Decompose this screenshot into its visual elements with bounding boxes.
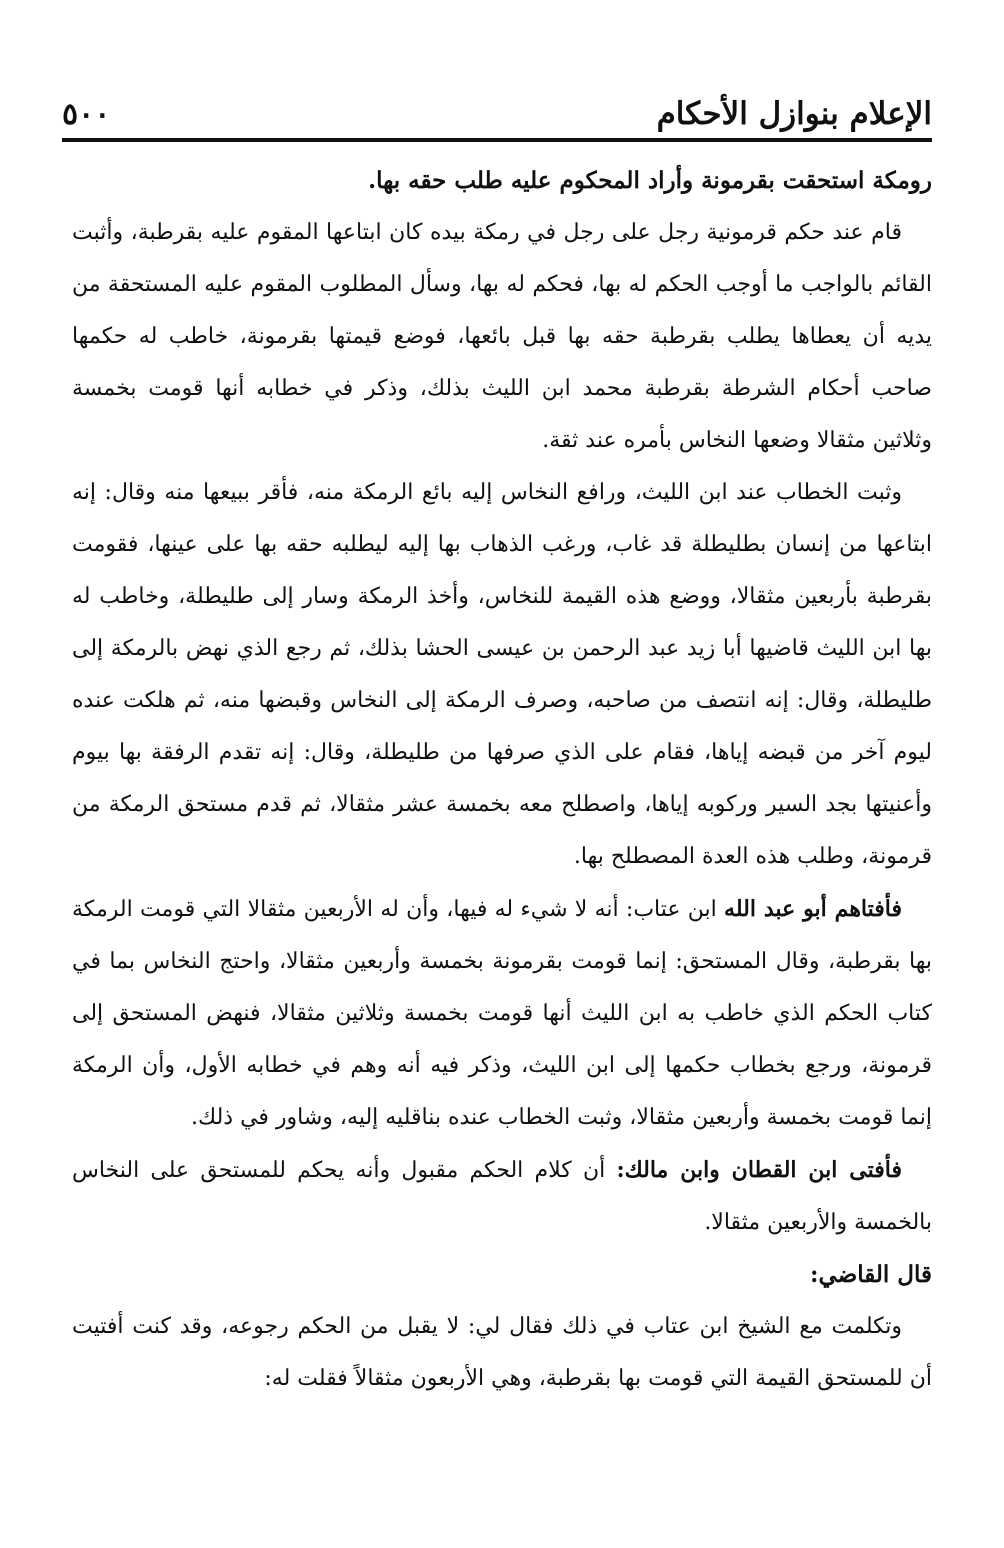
qadi-heading: قال القاضي: — [810, 1261, 932, 1288]
running-title: الإعلام بنوازل الأحكام — [656, 96, 932, 132]
header-rule — [62, 138, 932, 142]
paragraph-3-lead: فأفتاهم أبو عبد الله — [724, 896, 902, 922]
paragraph-3-text: ابن عتاب: أنه لا شيء له فيها، وأن له الأربعين مثقالا التي قومت الرمكة بها بقرطبة، وقال المستحق: إنما قومت بقرمونة بخمسة وأربعين مثقالا، واحتج النخاس بما في كتاب الحكم الذي خاطب به ابن الليث أنها قومت بخمسة وثلاثين مثقالا، فنهض المستحق إلى قرمونة، ورجع بخطاب حكمها إلى ابن الليث، وذكر فيه أنه وهم في خطابه الأول، وأن الرمكة إنما قومت بخمسة وأربعين مثقالا، وثبت الخطاب عنده بناقليه إليه، وشاور في ذلك. — [72, 897, 932, 1130]
paragraph-2: وثبت الخطاب عند ابن الليث، ورافع النخاس إليه بائع الرمكة منه، فأقر ببيعها منه وقال: إنه ابتاعها من إنسان بطليطلة قد غاب، ورغب الذهاب بها إليه ليطلبه حقه بها على عينها، فقومت بقرطبة بأربعين مثقالا، ووضع هذه القيمة للنخاس، وأخذ الرمكة وسار إلى طليطلة، وخاطب له بها ابن الليث قاضيها أبا زيد عبد الرحمن بن عيسى الحشا بذلك، ثم رجع الذي نهض بالرمكة إلى طليطلة، وقال: إنه انتصف من صاحبه، وصرف الرمكة إلى النخاس وقبضها منه، ثم هلكت عنده ليوم آخر من قبضه إياها، فقام على الذي صرفها من طليطلة، وقال: إنه تقدم الرفقة بها بيوم وأعنيتها بجد السير وركوبه إياها، واصطلح معه بخمسة عشر مثقالا، ثم قدم مستحق الرمكة من قرمونة، وطلب هذه العدة المصطلح بها. — [72, 480, 932, 869]
running-header — [62, 78, 932, 130]
page-number: ٥٠٠ — [62, 97, 111, 132]
paragraph-3 — [72, 883, 932, 1144]
paragraph-5: وتكلمت مع الشيخ ابن عتاب في ذلك فقال لي: لا يقبل من الحكم رجوعه، وقد كنت أفتيت أن للمستحق القيمة التي قومت بها بقرطبة، وهي الأربعون مثقالاً فقلت له: — [72, 1314, 932, 1391]
page-body — [72, 155, 932, 1405]
paragraph-4 — [72, 1144, 932, 1249]
paragraph-4-lead: فأفتى ابن القطان وابن مالك: — [616, 1157, 903, 1183]
paragraph-1: قام عند حكم قرمونية رجل على رجل في رمكة بيده كان ابتاعها المقوم عليه بقرطبة، وأثبت القائم بالواجب ما أوجب الحكم له بها، فحكم له بها، وسأل المطلوب المقوم عليه المستحقة من يديه أن يعطاها يطلب بقرطبة حقه بها قبل بائعها، فوضع قيمتها بقرمونة، خاطب له حكمها صاحب أحكام الشرطة بقرطبة محمد ابن الليث بذلك، وذكر في خطابه أنها قومت بخمسة وثلاثين مثقالا وضعها النخاس بأمره عند ثقة. — [72, 220, 932, 453]
paragraph-4-text: أن كلام الحكم مقبول وأنه يحكم للمستحق على النخاس بالخمسة والأربعين مثقالا. — [72, 1158, 932, 1235]
case-title: رومكة استحقت بقرمونة وأراد المحكوم عليه طلب حقه بها. — [368, 167, 932, 194]
